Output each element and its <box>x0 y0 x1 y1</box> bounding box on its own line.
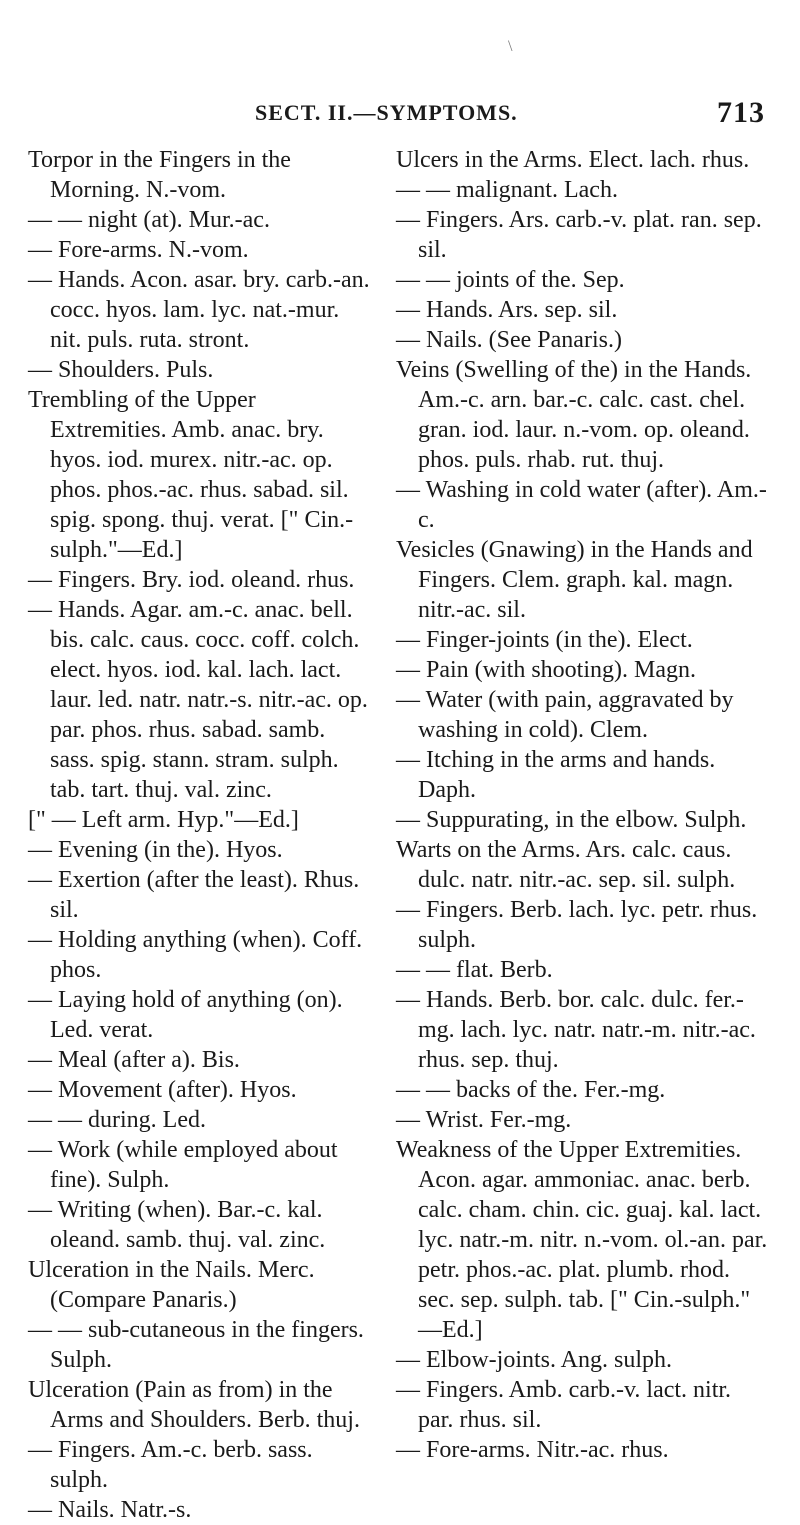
index-entry: Ulcers in the Arms. Elect. lach. rhus. <box>396 147 750 173</box>
index-entry: Warts on the Arms. Ars. calc. caus. dulc. natr. nitr.-ac. sep. sil. sulph. <box>396 837 736 893</box>
left-column <box>28 145 373 1525</box>
index-entry: — Itching in the arms and hands. Daph. <box>396 747 716 803</box>
index-entry: — — night (at). Mur.-ac. <box>28 207 270 233</box>
index-entry: Ulceration (Pain as from) in the Arms and Shoulders. Berb. thuj. <box>28 1377 360 1433</box>
index-entry: Trembling of the Upper Extremities. Amb. anac. bry. hyos. iod. murex. nitr.-ac. op. phos. phos.-ac. rhus. sabad. sil. spig. spong. thuj. verat. [" Cin.-sulph."—Ed.] <box>28 387 354 563</box>
index-entry: — — backs of the. Fer.-mg. <box>396 1077 666 1103</box>
page-header <box>255 96 765 129</box>
index-entry: Ulceration in the Nails. Merc. (Compare Panaris.) <box>28 1257 315 1313</box>
right-column <box>396 145 770 1465</box>
index-entry: — Exertion (after the least). Rhus. sil. <box>28 867 360 923</box>
index-entry: — Hands. Berb. bor. calc. dulc. fer.-mg. lach. lyc. natr. natr.-m. nitr.-ac. rhus. sep. thuj. <box>396 987 756 1073</box>
index-entry: — Elbow-joints. Ang. sulph. <box>396 1347 673 1373</box>
index-entry: — — sub-cutaneous in the fingers. Sulph. <box>28 1317 364 1373</box>
index-entry: — Suppurating, in the elbow. Sulph. <box>396 807 747 833</box>
index-entry: — Shoulders. Puls. <box>28 357 214 383</box>
index-entry: — Fingers. Am.-c. berb. sass. sulph. <box>28 1437 313 1493</box>
index-entry: — Meal (after a). Bis. <box>28 1047 240 1073</box>
index-entry: — Fingers. Amb. carb.-v. lact. nitr. par. rhus. sil. <box>396 1377 732 1433</box>
running-head: SECT. II.—SYMPTOMS. <box>255 100 518 125</box>
index-entry: — Movement (after). Hyos. <box>28 1077 297 1103</box>
index-entry: — — joints of the. Sep. <box>396 267 625 293</box>
index-entry: — Laying hold of anything (on). Led. verat. <box>28 987 343 1043</box>
index-entry: — Fingers. Ars. carb.-v. plat. ran. sep. sil. <box>396 207 762 263</box>
index-entry: — Finger-joints (in the). Elect. <box>396 627 693 653</box>
index-entry: — Holding anything (when). Coff. phos. <box>28 927 363 983</box>
index-entry: — Washing in cold water (after). Am.-c. <box>396 477 767 533</box>
index-entry: — Fingers. Bry. iod. oleand. rhus. <box>28 567 355 593</box>
index-entry: — Nails. Natr.-s. <box>28 1497 192 1523</box>
index-entry: — Fore-arms. Nitr.-ac. rhus. <box>396 1437 669 1463</box>
index-entry: — Nails. (See Panaris.) <box>396 327 622 353</box>
index-entry: — Water (with pain, aggravated by washing in cold). Clem. <box>396 687 734 743</box>
index-entry: — Hands. Ars. sep. sil. <box>396 297 618 323</box>
index-entry: — Writing (when). Bar.-c. kal. oleand. samb. thuj. val. zinc. <box>28 1197 326 1253</box>
index-entry: — Fore-arms. N.-vom. <box>28 237 249 263</box>
index-entry: Veins (Swelling of the) in the Hands. Am.-c. arn. bar.-c. calc. cast. chel. gran. iod. laur. n.-vom. op. oleand. phos. puls. rhab. rut. thuj. <box>396 357 752 473</box>
index-entry: — — flat. Berb. <box>396 957 553 983</box>
page-number: 713 <box>717 96 765 129</box>
index-entry: [" — Left arm. Hyp."—Ed.] <box>28 807 299 833</box>
index-entry: — Work (while employed about fine). Sulph. <box>28 1137 338 1193</box>
index-entry: — Fingers. Berb. lach. lyc. petr. rhus. sulph. <box>396 897 758 953</box>
index-entry: — Hands. Agar. am.-c. anac. bell. bis. calc. caus. cocc. coff. colch. elect. hyos. iod. kal. lach. lact. laur. led. natr. natr.-s. nitr.-ac. op. par. phos. rhus. sabad. samb. sass. spig. stann. stram. sulph. tab. tart. thuj. val. zinc. <box>28 597 368 803</box>
index-entry: — — during. Led. <box>28 1107 206 1133</box>
index-entry: — Wrist. Fer.-mg. <box>396 1107 572 1133</box>
index-entry: Torpor in the Fingers in the Morning. N.-vom. <box>28 147 291 203</box>
index-entry: — Evening (in the). Hyos. <box>28 837 283 863</box>
index-entry: Vesicles (Gnawing) in the Hands and Fingers. Clem. graph. kal. magn. nitr.-ac. sil. <box>396 537 753 623</box>
index-entry: — — malignant. Lach. <box>396 177 618 203</box>
index-entry: — Pain (with shooting). Magn. <box>396 657 696 683</box>
index-entry: Weakness of the Upper Extremities. Acon. agar. ammoniac. anac. berb. calc. cham. chin. cic. guaj. kal. lact. lyc. natr.-m. nitr. n.-vom. ol.-an. par. petr. phos.-ac. plat. plumb. rhod. sec. sep. sulph. tab. [" Cin.-sulph." —Ed.] <box>396 1137 768 1343</box>
index-entry: — Hands. Acon. asar. bry. carb.-an. cocc. hyos. lam. lyc. nat.-mur. nit. puls. ruta. stront. <box>28 267 370 353</box>
stray-mark: \ <box>508 38 513 55</box>
